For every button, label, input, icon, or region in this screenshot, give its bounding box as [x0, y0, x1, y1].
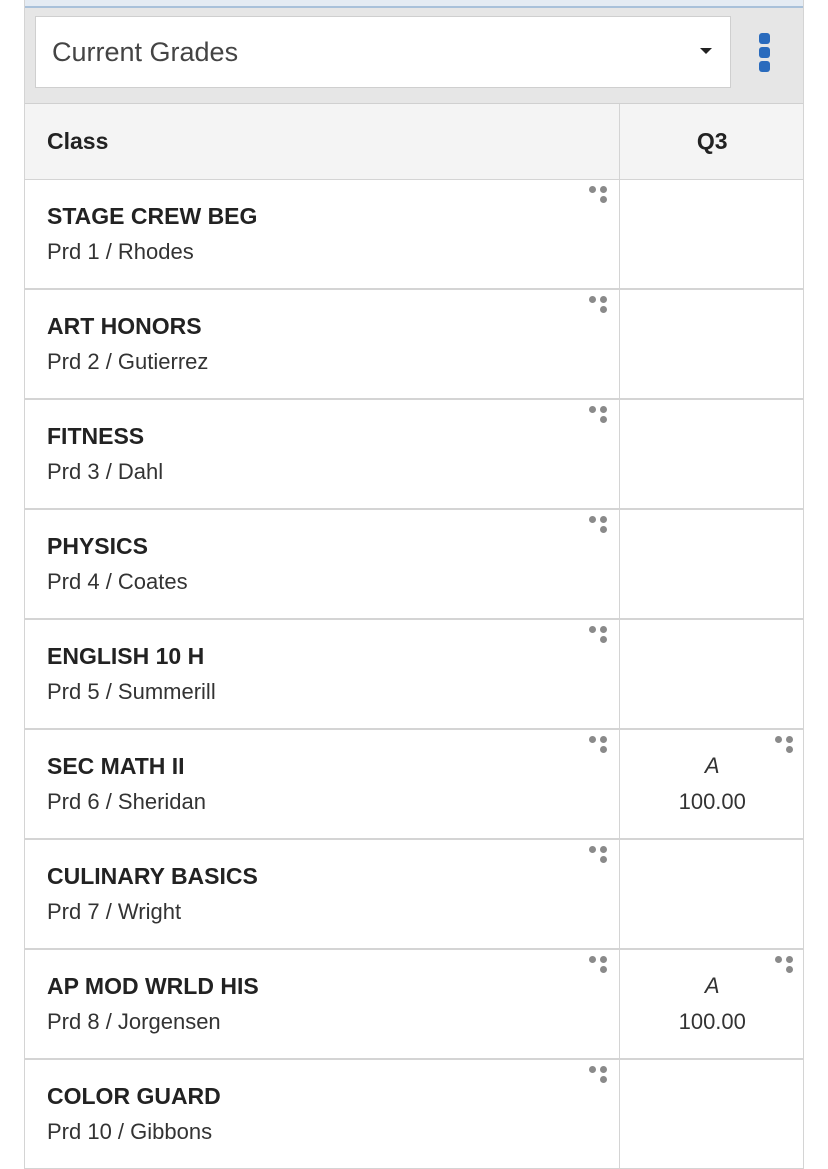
- caret-down-icon: [700, 48, 712, 54]
- table-row: [25, 289, 804, 399]
- grades-toolbar: [25, 8, 804, 104]
- table-row: [25, 509, 804, 619]
- grades-panel: [24, 0, 804, 1169]
- table-row: [25, 619, 804, 729]
- dots-icon[interactable]: [589, 186, 611, 206]
- dots-icon[interactable]: [589, 1066, 611, 1086]
- grade-cell[interactable]: [619, 289, 804, 399]
- table-row: [25, 399, 804, 509]
- grade-cell[interactable]: [619, 399, 804, 509]
- class-name: COLOR GUARD: [47, 1083, 221, 1109]
- table-row: [25, 839, 804, 949]
- dots-icon[interactable]: [589, 956, 611, 976]
- class-period-teacher: Prd 7 / Wright: [47, 899, 182, 924]
- class-period-teacher: Prd 1 / Rhodes: [47, 238, 194, 264]
- grade-cell[interactable]: [619, 619, 804, 729]
- grade-letter: A: [704, 753, 720, 778]
- table-row: [25, 1059, 804, 1169]
- class-period-teacher: Prd 3 / Dahl: [47, 459, 164, 484]
- column-header-class: Class: [25, 104, 619, 179]
- class-cell[interactable]: [25, 399, 619, 509]
- class-period-teacher: Prd 8 / Jorgensen: [47, 1009, 221, 1034]
- class-cell[interactable]: [25, 619, 619, 729]
- class-cell[interactable]: [25, 289, 619, 399]
- table-header-row: [25, 104, 804, 179]
- class-cell[interactable]: [25, 179, 619, 289]
- dots-icon[interactable]: [589, 296, 611, 316]
- class-period-teacher: Prd 4 / Coates: [47, 569, 188, 594]
- dots-icon[interactable]: [775, 956, 797, 976]
- dots-icon[interactable]: [589, 846, 611, 866]
- panel-top-border: [25, 0, 804, 8]
- class-cell[interactable]: [25, 1059, 619, 1169]
- grades-table: [25, 104, 804, 1169]
- class-cell[interactable]: [25, 729, 619, 839]
- grade-score: 100.00: [678, 789, 746, 814]
- kebab-menu-icon[interactable]: [749, 30, 781, 76]
- class-name: SEC MATH II: [47, 753, 185, 779]
- class-cell[interactable]: [25, 949, 619, 1059]
- grade-cell[interactable]: [619, 949, 804, 1059]
- class-period-teacher: Prd 2 / Gutierrez: [47, 349, 209, 374]
- table-row: [25, 949, 804, 1059]
- grade-cell[interactable]: [619, 509, 804, 619]
- class-name: CULINARY BASICS: [47, 863, 258, 889]
- grade-cell[interactable]: [619, 839, 804, 949]
- class-name: ENGLISH 10 H: [47, 643, 205, 669]
- class-name: AP MOD WRLD HIS: [47, 973, 259, 999]
- grade-view-select-value: Current Grades: [52, 36, 239, 67]
- class-name: ART HONORS: [47, 313, 202, 339]
- table-row: [25, 179, 804, 289]
- grade-cell[interactable]: [619, 179, 804, 289]
- class-cell[interactable]: [25, 509, 619, 619]
- dots-icon[interactable]: [775, 736, 797, 756]
- class-cell[interactable]: [25, 839, 619, 949]
- dots-icon[interactable]: [589, 626, 611, 646]
- dots-icon[interactable]: [589, 406, 611, 426]
- grade-view-select[interactable]: [35, 16, 731, 88]
- class-name: STAGE CREW BEG: [47, 202, 258, 229]
- grade-score: 100.00: [678, 1009, 746, 1034]
- class-period-teacher: Prd 6 / Sheridan: [47, 789, 206, 814]
- class-name: FITNESS: [47, 423, 145, 449]
- dots-icon[interactable]: [589, 736, 611, 756]
- dots-icon[interactable]: [589, 516, 611, 536]
- class-period-teacher: Prd 5 / Summerill: [47, 679, 216, 704]
- class-period-teacher: Prd 10 / Gibbons: [47, 1119, 213, 1144]
- grade-cell[interactable]: [619, 1059, 804, 1169]
- class-name: PHYSICS: [47, 533, 148, 559]
- column-header-q3: Q3: [619, 104, 804, 179]
- grade-cell[interactable]: [619, 729, 804, 839]
- grade-letter: A: [704, 973, 720, 998]
- table-row: [25, 729, 804, 839]
